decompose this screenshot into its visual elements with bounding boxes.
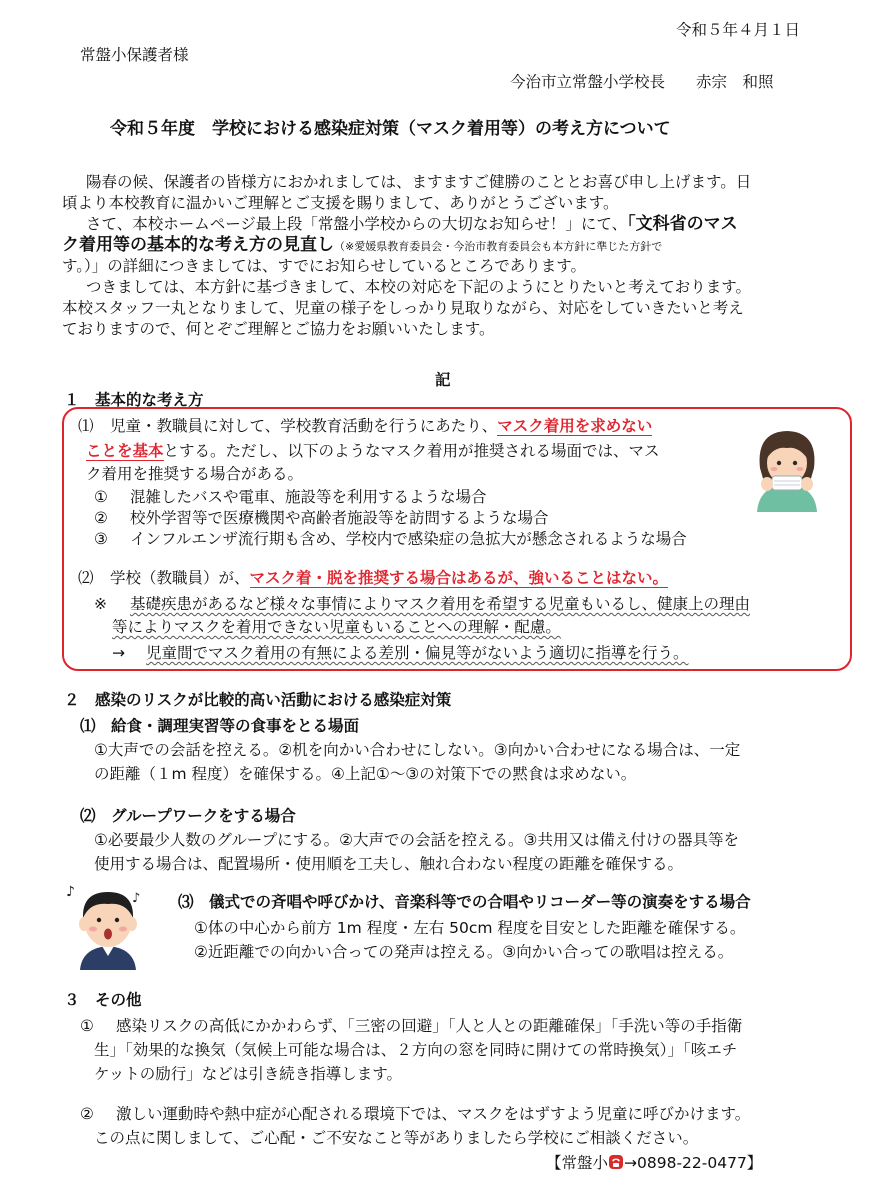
- list-item: 混雑したバスや電車、施設等を利用するような場合: [130, 488, 487, 506]
- note-line: 児童間でマスク着用の有無による差別・偏見等がないよう適切に指導を行う。: [146, 644, 689, 662]
- intro-line: 本校スタッフ一丸となりまして、児童の様子をしっかり見取りながら、対応をしていきたいと考え: [62, 299, 744, 317]
- list-number: ②: [94, 509, 108, 527]
- body-line: 使用する場合は、配置場所・使用順を工夫し、触れ合わない程度の距離を確保する。: [94, 855, 684, 873]
- note-mark: ※: [94, 595, 107, 613]
- key-phrase: マスク着用を求めない: [497, 417, 653, 435]
- body-line: ①体の中心から前方 1m 程度・左右 50cm 程度を目安とした距離を確保する。: [194, 919, 746, 937]
- note-line: 等によりマスクを着用できない児童もいることへの理解・配慮。: [112, 618, 561, 636]
- intro-line: ておりますので、何とぞご理解とご協力をお願いいたします。: [62, 320, 495, 338]
- intro-line: つきましては、本方針に基づきまして、本校の対応を下記のようにとりたいと考えております。: [86, 278, 751, 296]
- girl-mask-illustration: [748, 426, 826, 516]
- list-item: インフルエンザ流行期も含め、学校内で感染症の急拡大が懸念されるような場合: [130, 530, 687, 548]
- intro-line: [62, 235, 662, 257]
- body-line: ①必要最少人数のグループにする。②大声での会話を控える。③共用又は備え付けの器具等を: [94, 831, 739, 849]
- sender: 今治市立常盤小学校長 赤宗 和照: [510, 73, 774, 91]
- list-number: ①: [94, 488, 108, 506]
- body-line: 生」「効果的な換気（気候上可能な場合は、２方向の窓を同時に開けての常時換気）」「咳エチ: [94, 1041, 738, 1059]
- policy-line: ことを基本とする。ただし、以下のようなマスク着用が推奨される場面では、マス: [86, 442, 660, 460]
- intro-line: す。）」の詳細につきましては、すでにお知らせしているところであります。: [62, 257, 587, 275]
- body-line: ケットの励行」などは引き続き指導します。: [94, 1065, 402, 1083]
- body-line: ①大声での会話を控える。②机を向かい合わせにしない。③向かい合わせになる場合は、一定: [94, 741, 741, 759]
- key-phrase: マスク着・脱を推奨する場合はあるが、強いることはない。: [249, 569, 669, 587]
- ki-heading: 記: [435, 371, 451, 389]
- addressee: 常盤小保護者様: [80, 46, 189, 64]
- arrow-mark: →: [112, 644, 125, 662]
- svg-text:♪: ♪: [66, 884, 75, 900]
- intro-line: 頃より本校教育に温かいご理解とご支援を賜りまして、ありがとうございます。: [62, 194, 619, 212]
- note-line: 基礎疾患があるなど様々な事情によりマスク着用を希望する児童もいるし、健康上の理由: [130, 595, 751, 613]
- section-heading: ２ 感染のリスクが比較的高い活動における感染症対策: [64, 691, 452, 709]
- subsection-heading: ⑴ 給食・調理実習等の食事をとる場面: [80, 717, 360, 735]
- school-contact: 【常盤小 →0898-22-0477】: [546, 1153, 762, 1176]
- subsection-heading: ⑵ グループワークをする場合: [80, 807, 296, 825]
- section-heading: ３ その他: [64, 991, 142, 1009]
- list-number: ①: [80, 1017, 94, 1035]
- svg-text:♪: ♪: [132, 891, 141, 906]
- item-number: ⑵: [78, 569, 94, 587]
- document-date: 令和５年４月１日: [676, 21, 801, 39]
- policy-line: 学校（教職員）が、マスク着・脱を推奨する場合はあるが、強いることはない。: [110, 569, 669, 587]
- body-line: 感染リスクの高低にかかわらず、「三密の回避」「人と人との距離確保」「手洗い等の手指衛: [116, 1017, 743, 1035]
- body-line: この点に関しまして、ご心配・ご不安なこと等がありましたら学校にご相談ください。: [94, 1129, 699, 1147]
- intro-line: さて、本校ホームページ最上段「常盤小学校からの大切なお知らせ！」にて、「文科省のマス: [86, 214, 738, 234]
- emphasis-text: ク着用等の基本的な考え方の見直し: [62, 235, 334, 255]
- list-number: ③: [94, 530, 108, 548]
- key-phrase: ことを基本: [86, 442, 164, 460]
- body-line: 激しい運動時や熱中症が心配される環境下では、マスクをはずすよう児童に呼びかけます。: [116, 1105, 751, 1123]
- phone-number: →0898-22-0477】: [624, 1154, 763, 1172]
- document-title: 令和５年度 学校における感染症対策（マスク着用等）の考え方について: [110, 119, 671, 139]
- intro-line: 陽春の候、保護者の皆様方におかれましては、ますますご健勝のこととお喜び申し上げます。日: [86, 173, 752, 191]
- item-number: ⑴: [78, 417, 94, 435]
- list-item: 校外学習等で医療機関や高齢者施設等を訪問するような場合: [130, 509, 549, 527]
- list-number: ②: [80, 1105, 94, 1123]
- section-heading: １ 基本的な考え方: [64, 391, 204, 409]
- subsection-heading: ⑶ 儀式での斉唱や呼びかけ、音楽科等での合唱やリコーダー等の演奏をする場合: [178, 893, 751, 911]
- body-line: の距離（１m 程度）を確保する。④上記①～③の対策下での黙食は求めない。: [94, 765, 637, 783]
- emphasis-text: 「文科省のマス: [627, 214, 738, 234]
- singing-boy-illustration: [66, 880, 150, 972]
- telephone-icon: [608, 1154, 624, 1176]
- note-text: （※愛媛県教育委員会・今治市教育委員会も本方針に準じた方針で: [334, 240, 663, 253]
- policy-line: ク着用を推奨する場合がある。: [86, 465, 304, 483]
- body-line: ②近距離での向かい合っての発声は控える。③向かい合っての歌唱は控える。: [194, 943, 734, 961]
- policy-line: 児童・教職員に対して、学校教育活動を行うにあたり、マスク着用を求めない: [110, 417, 653, 435]
